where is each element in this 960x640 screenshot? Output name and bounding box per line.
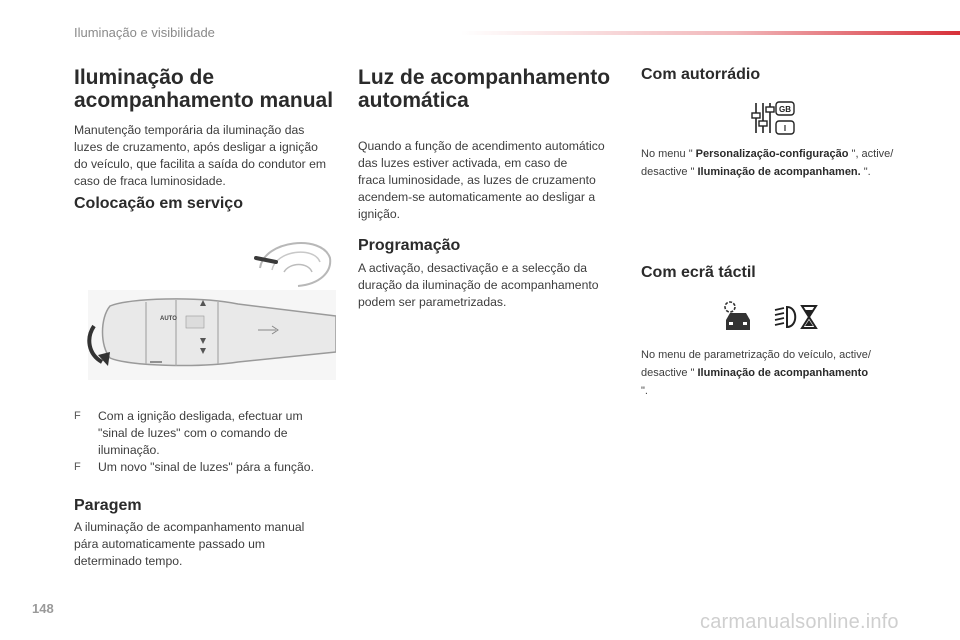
touchscreen-instructions [641,346,871,400]
text-line: No menu de parametrização do veículo, active/ [641,349,871,361]
stop-paragraph [74,519,304,570]
text-line: acendem-se automaticamente ao desligar a [358,190,596,204]
text-line: pára automaticamente passado um [74,537,266,551]
subsection-title-touchscreen: Com ecrã táctil [641,264,756,281]
text-fragment: desactive " [641,367,698,379]
subsection-title-radio: Com autorrádio [641,66,761,83]
activation-steps-list [74,408,334,476]
section-title-automatic [358,66,610,112]
stalk-label-auto: AUTO [160,316,177,322]
page-number: 148 [32,601,54,616]
list-item [74,459,334,476]
lighting-stalk-illustration [88,290,336,380]
title-line-2: automática [358,89,469,112]
text-fragment: desactive " [641,166,698,178]
running-header: Iluminação e visibilidade [74,25,215,40]
text-line: podem ser parametrizadas. [358,295,507,309]
menu-name: Iluminação de acompanhamento [697,367,869,379]
text-line: fraca luminosidade, as luzes de cruzamento [358,173,596,187]
subsection-title-programming: Programação [358,237,461,254]
radio-icon-label-top: GB [779,105,791,114]
automatic-intro-paragraph [358,138,605,223]
text-line: ". [641,385,648,397]
title-line-1: Iluminação de [74,66,215,89]
text-line: A iluminação de acompanhamento manual [74,520,305,534]
manual-intro-paragraph [74,122,326,190]
bullet-marker: F [74,410,81,422]
bullet-marker: F [74,461,81,473]
text-fragment: No menu " [641,148,696,160]
programming-paragraph [358,260,599,311]
text-line: duração da iluminação de acompanhamento [358,278,599,292]
radio-instructions [641,145,893,181]
text-fragment: ". [860,166,871,178]
watermark: carmanualsonline.info [700,611,899,633]
subsection-title-activation: Colocação em serviço [74,195,243,212]
text-line: ignição. [358,207,401,221]
text-line: do veículo, que facilita a saída do condutor em [74,157,327,171]
text-line: determinado tempo. [74,554,183,568]
text-line: Com a ignição desligada, efectuar um [98,409,303,423]
text-line: iluminação. [98,443,160,457]
subsection-title-stop: Paragem [74,497,142,514]
radio-settings-icon [750,99,796,139]
vehicle-settings-icon [718,298,758,334]
text-line: A activação, desactivação e a selecção da [358,261,587,275]
header-accent-bar [460,31,960,35]
list-item [74,408,334,459]
title-line-1: Luz de acompanhamento [358,66,611,89]
text-line: caso de fraca luminosidade. [74,174,226,188]
text-line: Manutenção temporária da iluminação das [74,123,305,137]
follow-me-home-lighting-icon [774,304,818,330]
movement-arrow-icon [86,322,116,368]
text-line: Um novo "sinal de luzes" pára a função. [98,460,314,474]
text-line: Quando a função de acendimento automático [358,139,605,153]
menu-name: Iluminação de acompanhamen. [697,166,861,178]
text-line: luzes de cruzamento, após desligar a ignição [74,140,318,154]
text-fragment: ", active/ [848,148,894,160]
steering-wheel-illustration [250,228,336,290]
menu-name: Personalização-configuração [695,148,849,160]
text-line: "sinal de luzes" com o comando de [98,426,288,440]
radio-icon-label-bottom: I [783,124,787,133]
title-line-2: acompanhamento manual [74,89,334,112]
section-title-manual [74,66,333,112]
text-line: das luzes estiver activada, em caso de [358,156,568,170]
